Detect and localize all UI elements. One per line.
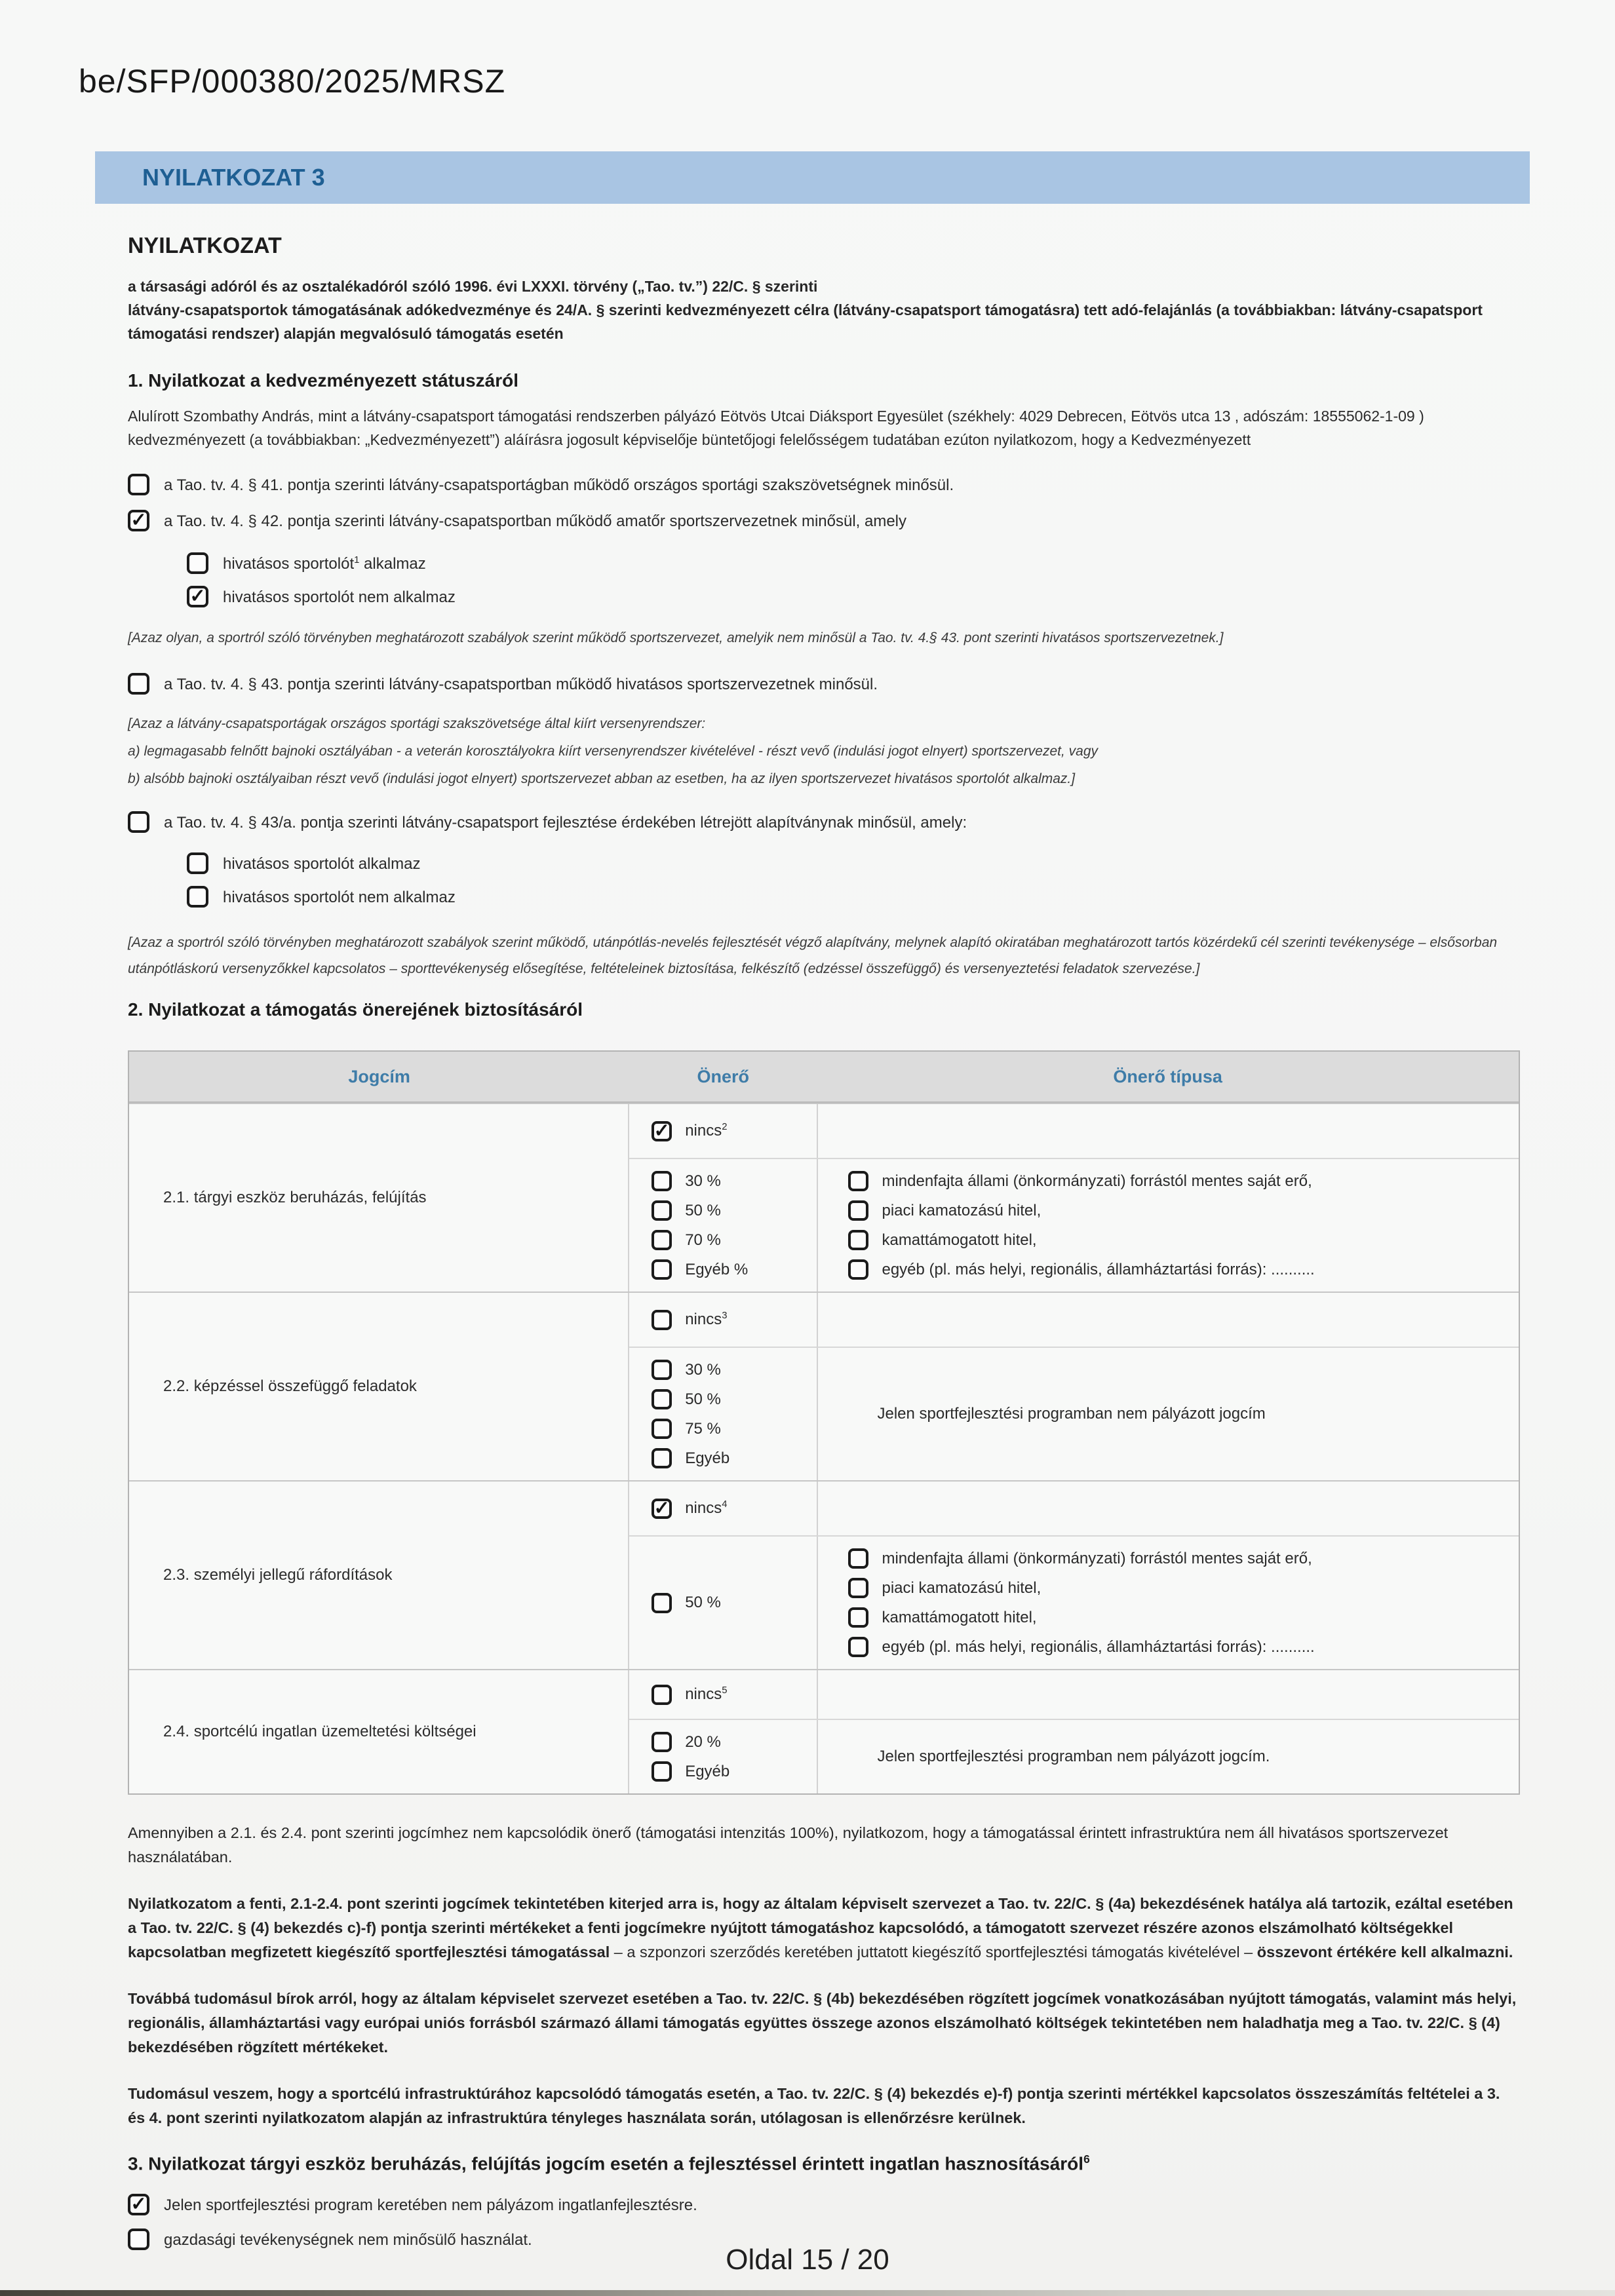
checkbox-2-3-egyeb-forras[interactable] <box>848 1637 868 1657</box>
option-2-3-nincs-label: nincs$^4$ <box>685 1499 728 1517</box>
jogcim-2-4: 2.4. sportcélú ingatlan üzemeltetési költségei <box>129 1670 629 1793</box>
declaration-title: NYILATKOZAT <box>128 233 282 258</box>
jogcim-2-3: 2.3. személyi jellegű ráfordítások <box>129 1482 629 1669</box>
section3-heading: 3. Nyilatkozat tárgyi eszköz beruházás, felújítás jogcím esetén a fejlesztéssel érintett ingatlan hasznosításáról$^6$ <box>128 2152 1090 2174</box>
option-2-1-50: 50 % <box>652 1200 810 1221</box>
closing-paragraph-3: Továbbá tudomásul bírok arról, hogy az általam képviselet szervezet esetében a Tao. tv. 22/C. § (4b) bekezdésében rögzített jogcímek vonatkozásában nyújtott támogatás, valamint más helyi, regionális, államháztartási vagy európai uniós forrásból származó állami támogatás együttes összege azonos elszámolható költségek tekintetében nem haladhatja meg a Tao. tv. 22/C. § (4) bekezdésében rögzített mértékeket. <box>128 1990 1517 2056</box>
checkbox-2-1-kamattamogatott[interactable] <box>848 1230 868 1250</box>
section2-heading: 2. Nyilatkozat a támogatás önerejének biztosításáról <box>128 999 583 1020</box>
option-tao-43-label: a Tao. tv. 4. § 43. pontja szerinti látvány-csapatsportban működő hivatásos sportszervezetnek minősül. <box>164 676 878 693</box>
option-2-4-nincs <box>652 1685 810 1705</box>
option-tao-42-sub2-label: hivatásos sportolót nem alkalmaz <box>223 588 456 606</box>
option-tao-42-sub2 <box>187 586 1520 607</box>
option-tao-43a-sub2-label: hivatásos sportolót nem alkalmaz <box>223 889 456 906</box>
option-2-2-75: 75 % <box>652 1419 810 1439</box>
closing-paragraph-4: Tudomásul veszem, hogy a sportcélú infrastruktúrához kapcsolódó támogatás esetén, a Tao. tv. 22/C. § (4) bekezdés e)-f) pontja szerinti mértékkel kapcsolatos összeszámítás feltételei a 3. és 4. pont szerinti nyilatkozatom alapján az infrastruktúra tényleges használata során, utólagosan is ellenőrzésre kerülnek. <box>128 2085 1500 2126</box>
checkbox-alapitvany-nem-alkalmaz[interactable] <box>187 886 208 908</box>
footnote-ref-1: 1 <box>354 555 360 565</box>
option-2-1-egyeb: Egyéb % <box>652 1259 810 1280</box>
tipus-2-1-egyeb-forras: egyéb (pl. más helyi, regionális, államháztartási forrás): .......... <box>848 1259 1506 1280</box>
intro-line-1: a társasági adóról és az osztalékadóról szóló 1996. évi LXXXI. törvény („Tao. tv.”) 22/C. § szerinti <box>128 278 818 295</box>
section1-intro <box>128 404 1520 451</box>
checkbox-tao-42[interactable] <box>128 510 149 531</box>
section1-heading: 1. Nyilatkozat a kedvezményezett státuszáról <box>128 370 519 391</box>
option-tao-43a-sub1-label: hivatásos sportolót alkalmaz <box>223 855 421 873</box>
declaration-intro <box>128 275 1520 345</box>
option-tao-42-sub1-label: hivatásos sportolót$^1$ alkalmaz <box>223 555 426 573</box>
option-2-1-nincs <box>652 1121 810 1141</box>
checkbox-alapitvany-alkalmaz[interactable] <box>187 852 208 874</box>
checkbox-2-3-kamattamogatott[interactable] <box>848 1607 868 1628</box>
checkbox-2-2-75[interactable] <box>652 1419 672 1439</box>
option-tao-42 <box>128 510 1520 531</box>
table-row-2-2 <box>129 1292 1519 1480</box>
tipus-2-1-kamattamogatott: kamattámogatott hitel, <box>848 1230 1506 1250</box>
intro-line-3: támogatási rendszer) alapján megvalósuló támogatás esetén <box>128 325 564 342</box>
option-tao-42-sub1 <box>187 552 1520 574</box>
checkbox-2-1-egyeb-forras[interactable] <box>848 1259 868 1280</box>
table-row-2-4 <box>129 1669 1519 1793</box>
checkbox-tao-41[interactable] <box>128 474 149 495</box>
footnote-ref-5: 5 <box>722 1685 728 1696</box>
page-number: Oldal 15 / 20 <box>726 2244 889 2276</box>
checkbox-tao-43[interactable] <box>128 673 149 695</box>
footnote-ref-4: 4 <box>722 1499 728 1510</box>
checkbox-2-3-nincs[interactable] <box>652 1499 672 1519</box>
option-2-2-egyeb: Egyéb <box>652 1448 810 1468</box>
option-2-3-nincs <box>652 1499 810 1519</box>
tipus-2-3-piaci-hitel: piaci kamatozású hitel, <box>848 1578 1506 1598</box>
checkbox-2-4-egyeb[interactable] <box>652 1761 672 1782</box>
tipus-2-1-empty <box>817 1104 1519 1158</box>
jogcim-2-2: 2.2. képzéssel összefüggő feladatok <box>129 1293 629 1480</box>
checkbox-nem-palyazom[interactable] <box>128 2194 149 2215</box>
jogcim-2-1: 2.1. tárgyi eszköz beruházás, felújítás <box>129 1104 629 1292</box>
checkbox-tao-43a[interactable] <box>128 811 149 833</box>
option-2-2-nincs-label: nincs$^3$ <box>685 1311 728 1328</box>
option-tao-43a <box>128 811 1520 833</box>
section1-intro-line-1: Alulírott Szombathy András, mint a látvány-csapatsport támogatási rendszerben pályázó Eötvös Utcai Diáksport Egyesület (székhely: 4029 Debrecen, Eötvös utca 13 , adószám: 18555062-1-09 ) <box>128 408 1424 425</box>
tipus-2-4-empty <box>817 1670 1519 1719</box>
option-nem-palyazom-label: Jelen sportfejlesztési program keretében nem pályázom ingatlanfejlesztésre. <box>164 2196 697 2215</box>
option-2-2-nincs <box>652 1310 810 1330</box>
tipus-2-1-sajat-ero: mindenfajta állami (önkormányzati) forrástól mentes saját erő, <box>848 1171 1506 1191</box>
checkbox-2-1-30[interactable] <box>652 1171 672 1191</box>
checkbox-2-3-piaci-hitel[interactable] <box>848 1578 868 1598</box>
option-tao-41 <box>128 474 1520 495</box>
checkbox-2-1-50[interactable] <box>652 1200 672 1221</box>
option-tao-43a-sub2 <box>187 886 1520 908</box>
checkbox-2-2-nincs[interactable] <box>652 1310 672 1330</box>
checkbox-2-1-piaci-hitel[interactable] <box>848 1200 868 1221</box>
option-2-1-70: 70 % <box>652 1230 810 1250</box>
option-gazdasagi-label: gazdasági tevékenységnek nem minősülő használat. <box>164 2231 532 2249</box>
option-2-1-30: 30 % <box>652 1171 810 1191</box>
tipus-2-3-egyeb-forras: egyéb (pl. más helyi, regionális, államháztartási forrás): .......... <box>848 1637 1506 1657</box>
checkbox-2-4-nincs[interactable] <box>652 1685 672 1705</box>
note-hivatasos-line-3: b) alsóbb bajnoki osztályaiban részt vevő (indulási jogot elnyert) sportszervezet abban az esetben, ha az ilyen sportszervezet hivatásos sportolót alkalmaz.] <box>128 771 1076 786</box>
column-header-onero: Önerő <box>697 1066 750 1086</box>
tipus-2-3-empty <box>817 1482 1519 1535</box>
note-hivatasos-line-1: [Azaz a látvány-csapatsportágak országos sportági szakszövetsége által kiírt versenyrendszer: <box>128 716 706 731</box>
option-nem-palyazom <box>128 2194 1520 2215</box>
table-row-2-3 <box>129 1480 1519 1669</box>
checkbox-2-3-sajat-ero[interactable] <box>848 1548 868 1569</box>
option-2-4-nincs-label: nincs$^5$ <box>685 1685 728 1703</box>
checkbox-2-2-30[interactable] <box>652 1360 672 1380</box>
scan-edge-artifact <box>0 2290 1615 2296</box>
section-banner <box>95 151 1530 204</box>
checkbox-2-3-50[interactable] <box>652 1593 672 1613</box>
table-row-2-1 <box>129 1103 1519 1292</box>
checkbox-hivatasos-alkalmaz[interactable] <box>187 552 208 574</box>
checkbox-2-2-egyeb[interactable] <box>652 1448 672 1468</box>
option-tao-43a-label: a Tao. tv. 4. § 43/a. pontja szerinti látvány-csapatsport fejlesztése érdekében létrejött alapítványnak minősül, amely: <box>164 814 967 832</box>
column-header-jogcim: Jogcím <box>348 1066 410 1086</box>
option-tao-43a-sub1 <box>187 852 1520 874</box>
checkbox-2-2-50[interactable] <box>652 1389 672 1409</box>
closing-paragraph-2: Nyilatkozatom a fenti, 2.1-2.4. pont szerinti jogcímek tekintetében kiterjed arra is, hogy az általam képviselt szervezet a Tao. tv. 22/C. § (4a) bekezdésének hatálya alá tartozik, ezáltal esetében a Tao. tv. 22/C. § (4) bekezdés c)-f) pontja szerinti mértékeket a fenti jogcímekre nyújtott támogatáshoz kapcsolódó, a támogatott szervezet részére azonos elszámolható költségekkel kapcsolatban megfizetett kiegészítő sportfejlesztési támogatással – a szponzori szerződés keretében juttatott kiegészítő sportfejlesztési támogatás kivételével – összevont értékére kell alkalmazni. <box>128 1895 1513 1961</box>
footnote-ref-3: 3 <box>722 1311 728 1321</box>
column-header-onero-tipusa: Önerő típusa <box>1113 1066 1222 1086</box>
intro-line-2: látvány-csapatsportok támogatásának adókedvezménye és 24/A. § szerinti kedvezményezett célra (látvány-csapatsport támogatásra) tett adó-felajánlás (a továbbiakban: látvány-csapatsport <box>128 301 1483 318</box>
checkbox-2-1-egyeb[interactable] <box>652 1259 672 1280</box>
option-2-2-30: 30 % <box>652 1360 810 1380</box>
checkbox-2-1-sajat-ero[interactable] <box>848 1171 868 1191</box>
onero-table <box>128 1050 1520 1795</box>
tipus-2-1-piaci-hitel: piaci kamatozású hitel, <box>848 1200 1506 1221</box>
note-alapitvany: [Azaz a sportról szóló törvényben meghatározott szabályok szerint működő, utánpótlás-nevelés fejlesztését végző alapítvány, melynek alapító okiratában meghatározott tartós közérdekű cél szerinti tevékenysége – elsősorban utánpótláskorú versenyzőkkel kapcsolatos – sporttevékenység elősegítése, feltételeinek biztosítása, felkészítő (edzéssel összefüggő) és versenyeztetési feladatok szervezése.] <box>128 935 1498 976</box>
document-reference-number: be/SFP/000380/2025/MRSZ <box>79 63 506 100</box>
option-tao-43 <box>128 673 1520 695</box>
option-tao-41-label: a Tao. tv. 4. § 41. pontja szerinti látvány-csapatsportágban működő országos sportági szakszövetségnek minősül. <box>164 476 954 494</box>
option-2-3-50: 50 % <box>652 1593 810 1613</box>
section1-intro-line-2: kedvezményezett (a továbbiakban: „Kedvezményezett”) aláírásra jogosult képviselője büntetőjogi felelősségem tudatában ezúton nyilatkozom, hogy a Kedvezményezett <box>128 431 1251 448</box>
closing-paragraph-1: Amennyiben a 2.1. és 2.4. pont szerinti jogcímhez nem kapcsolódik önerő (támogatási intenzitás 100%), nyilatkozom, hogy a támogatással érintett infrastruktúra nem áll hivatásos sportszervezet használatában. <box>128 1824 1449 1866</box>
option-2-2-50: 50 % <box>652 1389 810 1409</box>
tipus-2-3-sajat-ero: mindenfajta állami (önkormányzati) forrástól mentes saját erő, <box>848 1548 1506 1569</box>
note-hivatasos-line-2: a) legmagasabb felnőtt bajnoki osztályában - a veterán korosztályokra kiírt versenyrendszer kivételével - részt vevő (indulási jogot elnyert) sportszervezet, vagy <box>128 744 1099 759</box>
footnote-ref-6: 6 <box>1083 2152 1090 2166</box>
note-amator: [Azaz olyan, a sportról szóló törvényben meghatározott szabályok szerint működő sportszervezet, amelyik nem minősül a Tao. tv. 4.§ 43. pont szerinti hivatásos sportszervezetnek.] <box>128 630 1224 645</box>
option-tao-42-label: a Tao. tv. 4. § 42. pontja szerinti látvány-csapatsportban működő amatőr sportszervezetnek minősül, amely <box>164 512 907 530</box>
tipus-2-2-text: Jelen sportfejlesztési programban nem pályázott jogcím <box>877 1405 1266 1423</box>
checkbox-2-1-nincs[interactable] <box>652 1121 672 1141</box>
option-2-1-nincs-label: nincs$^2$ <box>685 1122 728 1139</box>
banner-title: NYILATKOZAT 3 <box>142 164 325 191</box>
note-hivatasos <box>128 710 1520 793</box>
checkbox-2-1-70[interactable] <box>652 1230 672 1250</box>
tipus-2-4-text: Jelen sportfejlesztési programban nem pályázott jogcím. <box>877 1748 1270 1765</box>
checkbox-hivatasos-nem-alkalmaz[interactable] <box>187 586 208 607</box>
checkbox-2-4-20[interactable] <box>652 1732 672 1752</box>
tipus-2-3-kamattamogatott: kamattámogatott hitel, <box>848 1607 1506 1628</box>
footnote-ref-2: 2 <box>722 1122 728 1132</box>
tipus-2-2-empty <box>817 1293 1519 1347</box>
option-2-4-egyeb: Egyéb <box>652 1761 810 1782</box>
option-2-4-20: 20 % <box>652 1732 810 1752</box>
onero-table-header <box>129 1052 1519 1103</box>
